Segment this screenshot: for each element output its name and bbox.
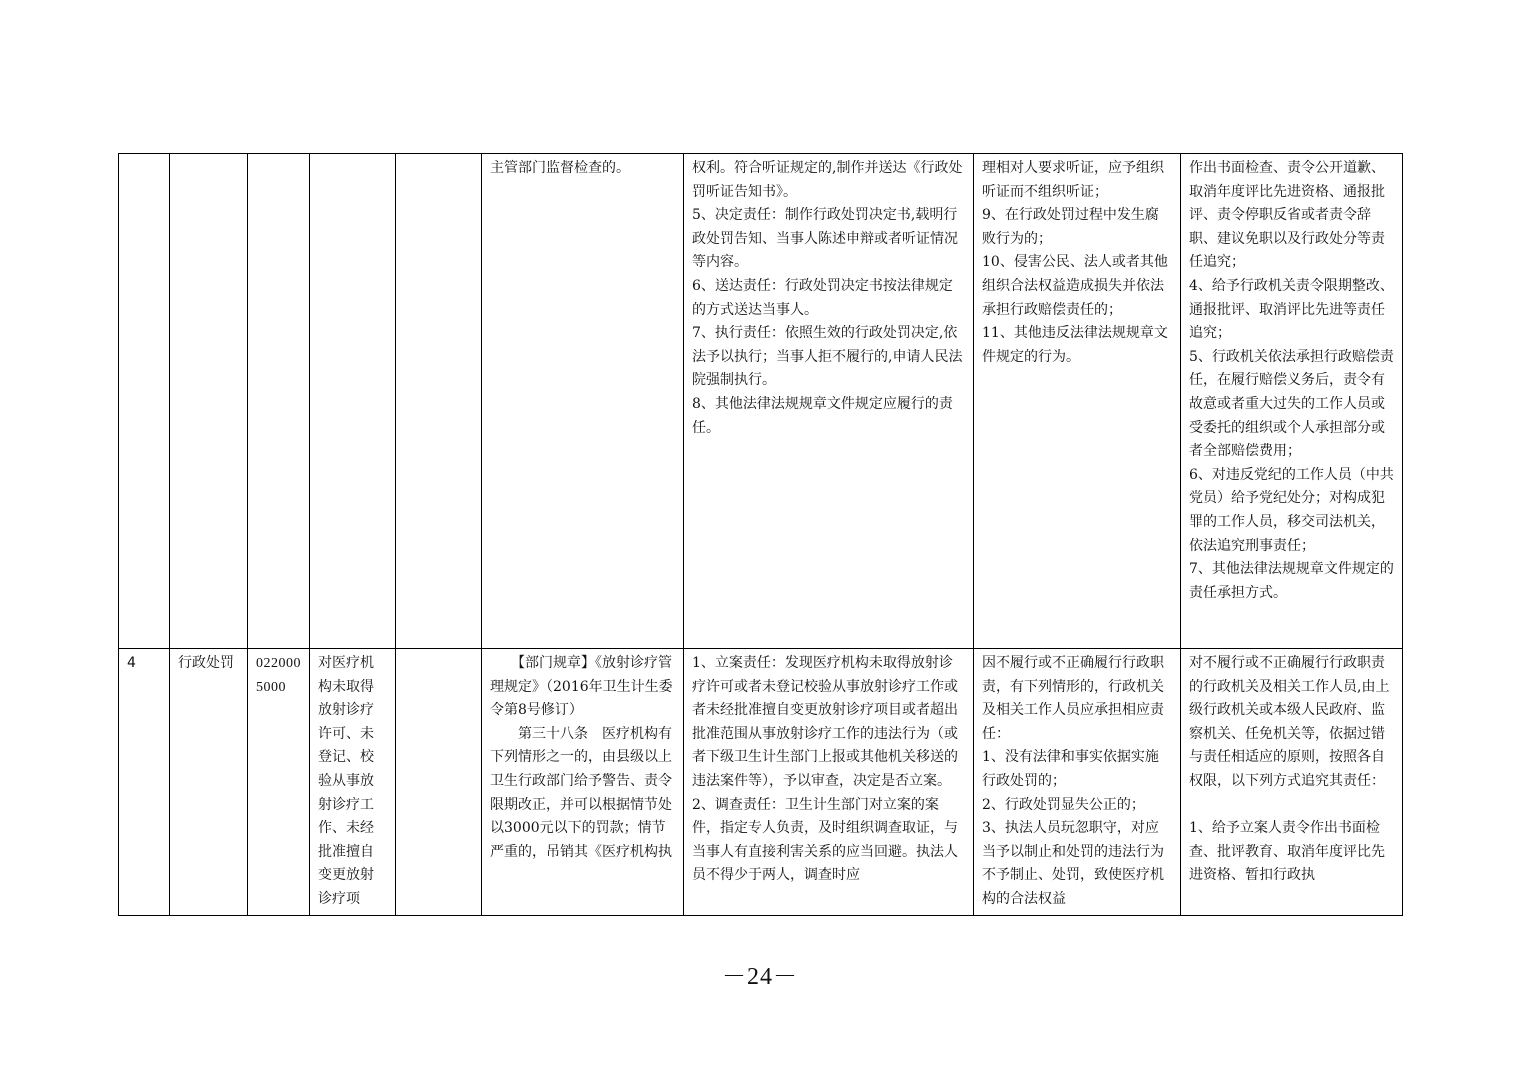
cell-method: 对不履行或不正确履行行政职责的行政机关及相关工作人员,由上级行政机关或本级人民政府、监察机关、任免机关等，依据过错与责任相适应的原则，按照各自权限，以下列方式追究其责任： 1、给予立案人责令作出书面检查、批评教育、取消年度评比先进资格、暂扣行政执: [1181, 649, 1403, 916]
cell-code: 0220005000: [248, 649, 310, 916]
cell-no: [119, 154, 170, 649]
table-row: [119, 649, 1403, 916]
cell-item: [310, 154, 396, 649]
cell-accountability: 因不履行或不正确履行行政职责，有下列情形的，行政机关及相关工作人员应承担相应责任： 1、没有法律和事实依据实施行政处罚的； 2、行政处罚显失公正的； 3、执法人员玩忽职守，对应当予以制止和处罚的违法行为不予制止、处罚，致使医疗机构的合法权益: [974, 649, 1181, 916]
cell-code: [248, 154, 310, 649]
table-row: [119, 154, 1403, 649]
cell-category: 行政处罚: [170, 649, 248, 916]
cell-item: 对医疗机构未取得放射诊疗许可、未登记、校验从事放射诊疗工作、未经批准擅自变更放射诊疗项: [310, 649, 396, 916]
cell-category: [170, 154, 248, 649]
cell-accountability: 理相对人要求听证，应予组织听证而不组织听证； 9、在行政处罚过程中发生腐败行为的； 10、侵害公民、法人或者其他组织合法权益造成损失并依法承担行政赔偿责任的； 11、其他违反法律法规规章文件规定的行为。: [974, 154, 1181, 649]
cell-method: 作出书面检查、责令公开道歉、取消年度评比先进资格、通报批评、责令停职反省或者责令辞职、建议免职以及行政处分等责任追究； 4、给予行政机关责令限期整改、通报批评、取消评比先进等责任追究； 5、行政机关依法承担行政赔偿责任，在履行赔偿义务后，责令有故意或者重大过失的工作人员或受委托的组织或个人承担部分或者全部赔偿费用； 6、对违反党纪的工作人员（中共党员）给予党纪处分；对构成犯罪的工作人员，移交司法机关，依法追究刑事责任； 7、其他法律法规规章文件规定的责任承担方式。: [1181, 154, 1403, 649]
cell-responsibility: 1、立案责任：发现医疗机构未取得放射诊疗许可或者未登记校验从事放射诊疗工作或者未经批准擅自变更放射诊疗项目或者超出批准范围从事放射诊疗工作的违法行为（或者下级卫生计生部门上报或其他机关移送的违法案件等），予以审查，决定是否立案。 2、调查责任：卫生计生部门对立案的案件，指定专人负责，及时组织调查取证，与当事人有直接利害关系的应当回避。执法人员不得少于两人，调查时应: [684, 649, 974, 916]
page-number: －24－: [722, 964, 798, 990]
cell-basis: 【部门规章】《放射诊疗管理规定》（2016年卫生计生委令第8号修订） 第三十八条 医疗机构有下列情形之一的，由县级以上卫生行政部门给予警告、责令限期改正，并可以根据情节处以3000元以下的罚款；情节严重的，吊销其《医疗机构执: [482, 649, 684, 916]
responsibility-table: [118, 153, 1403, 916]
cell-sub-item: [396, 649, 482, 916]
cell-responsibility: 权利。符合听证规定的,制作并送达《行政处罚听证告知书》。 5、决定责任：制作行政处罚决定书,载明行政处罚告知、当事人陈述申辩或者听证情况等内容。 6、送达责任：行政处罚决定书按法律规定的方式送达当事人。 7、执行责任：依照生效的行政处罚决定,依法予以执行；当事人拒不履行的,申请人民法院强制执行。 8、其他法律法规规章文件规定应履行的责任。: [684, 154, 974, 649]
cell-sub-item: [396, 154, 482, 649]
cell-no: 4: [119, 649, 170, 916]
cell-basis: 主管部门监督检查的。: [482, 154, 684, 649]
